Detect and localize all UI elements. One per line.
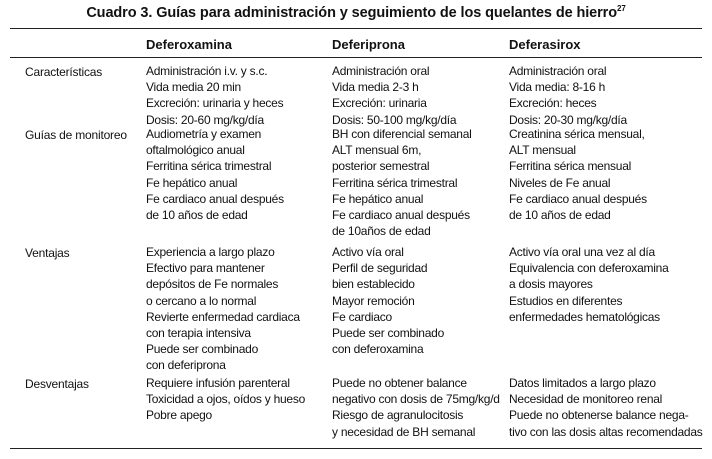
cell-line: BH con diferencial semanal [332,127,472,141]
cell-line: Puede ser combinado [332,325,444,340]
cell-line: Necesidad de monitoreo renal [509,392,663,407]
cell-desventajas-deferasirox [509,375,703,440]
column-header-deferiprona: Deferiprona [332,37,405,52]
cell-line: con deferoxamina [332,342,424,357]
cell-line: depósitos de Fe normales [146,277,279,292]
row-label-caracteristicas: Características [25,65,103,79]
cell-line: Dosis: 50-100 mg/kg/día [332,112,457,127]
cell-line: Equivalencia con deferoxamina [509,261,669,276]
row-label-ventajas: Ventajas [25,246,70,260]
cell-line: Fe cardiaco anual después [332,207,470,222]
cell-desventajas-deferoxamina [146,375,305,424]
cell-line: Requiere infusión parenteral [146,376,290,390]
cell-line: ALT mensual 6m, [332,143,422,158]
cell-line: Fe cardiaco [332,309,392,324]
cell-line: Perfil de seguridad [332,261,428,276]
top-rule [10,28,702,29]
cell-line: Datos limitados a largo plazo [509,376,656,390]
cell-line: Efectivo para mantener [146,261,265,276]
cell-line: y necesidad de BH semanal [332,424,476,439]
cell-line: Mayor remoción [332,293,415,308]
column-header-deferasirox: Deferasirox [509,37,581,52]
cell-caracteristicas-deferiprona [332,63,456,128]
cell-line: Excreción: urinaria y heces [146,96,284,111]
cell-line: Activo vía oral una vez al día [509,245,655,259]
cell-line: Experiencia a largo plazo [146,245,275,259]
cell-line: Puede no obtener balance [332,376,467,390]
cell-line: ALT mensual [509,143,576,158]
cell-line: Puede ser combinado [146,342,258,357]
cell-line: tivo con las dosis altas recomendadas [509,424,703,439]
row-label-guias-de-monitoreo: Guías de monitoreo [25,128,127,142]
cell-line: Excreción: urinaria [332,96,427,111]
cell-line: Creatinina sérica mensual, [509,127,645,141]
cell-line: oftalmológico anual [146,143,245,158]
column-header-deferoxamina: Deferoxamina [146,37,232,52]
cell-line: Administración oral [509,64,607,78]
cell-line: Dosis: 20-60 mg/kg/día [146,112,264,127]
caption-title: Cuadro 3. Guías para administración y seguimiento de los quelantes de hierro [86,5,617,21]
cell-line: Audiometría y examen [146,127,262,141]
cell-line: Fe hepático anual [146,175,238,190]
cell-desventajas-deferiprona [332,375,500,440]
bottom-rule [10,448,702,449]
cell-line: Fe cardiaco anual después [509,191,647,206]
cell-line: Estudios en diferentes [509,293,623,308]
row-label-desventajas: Desventajas [25,377,89,391]
cell-line: Puede no obtenerse balance nega- [509,408,689,423]
cell-line: negativo con dosis de 75mg/kg/d [332,392,500,407]
cell-ventajas-deferiprona [332,244,444,357]
cell-line: Administración i.v. y s.c. [146,64,268,78]
table-caption [0,5,712,21]
cell-line: Toxicidad a ojos, oídos y hueso [146,392,306,407]
cell-line: Excreción: heces [509,96,597,111]
cell-line: de 10 años de edad [146,207,248,222]
caption-reference: 27 [616,4,626,14]
cell-line: de 10 años de edad [509,207,611,222]
cell-line: posterior semestral [332,159,430,174]
cell-line: bien establecido [332,277,415,292]
cell-line: Vida media 2-3 h [332,80,419,95]
cell-caracteristicas-deferasirox [509,63,627,128]
cell-line: Ferritina sérica mensual [509,159,632,174]
cell-caracteristicas-deferoxamina [146,63,283,128]
cell-line: Ferritina sérica trimestral [332,175,458,190]
cell-line: Activo vía oral [332,245,404,259]
cell-line: con deferiprona [146,358,226,373]
cell-line: Vida media 20 min [146,80,241,95]
cell-line: de 10años de edad [332,224,431,239]
cell-line: o cercano a lo normal [146,293,257,308]
cell-line: a dosis mayores [509,277,593,292]
cell-line: Riesgo de agranulocitosis [332,408,464,423]
cell-line: Dosis: 20-30 mg/kg/día [509,112,627,127]
header-rule [10,57,702,58]
cell-line: Fe hepático anual [332,191,424,206]
cell-line: Revierte enfermedad cardiaca [146,309,300,324]
cell-monitoreo-deferoxamina [146,126,284,223]
cell-line: Administración oral [332,64,430,78]
cell-ventajas-deferoxamina [146,244,300,374]
cell-line: Fe cardiaco anual después [146,191,284,206]
cell-monitoreo-deferasirox [509,126,647,223]
cell-line: Niveles de Fe anual [509,175,611,190]
cell-line: Ferritina sérica trimestral [146,159,272,174]
cell-line: Vida media: 8-16 h [509,80,606,95]
cell-monitoreo-deferiprona [332,126,472,239]
cell-line: con terapia intensiva [146,325,251,340]
cell-line: Pobre apego [146,408,212,423]
cell-line: enfermedades hematológicas [509,309,660,324]
cell-ventajas-deferasirox [509,244,669,325]
